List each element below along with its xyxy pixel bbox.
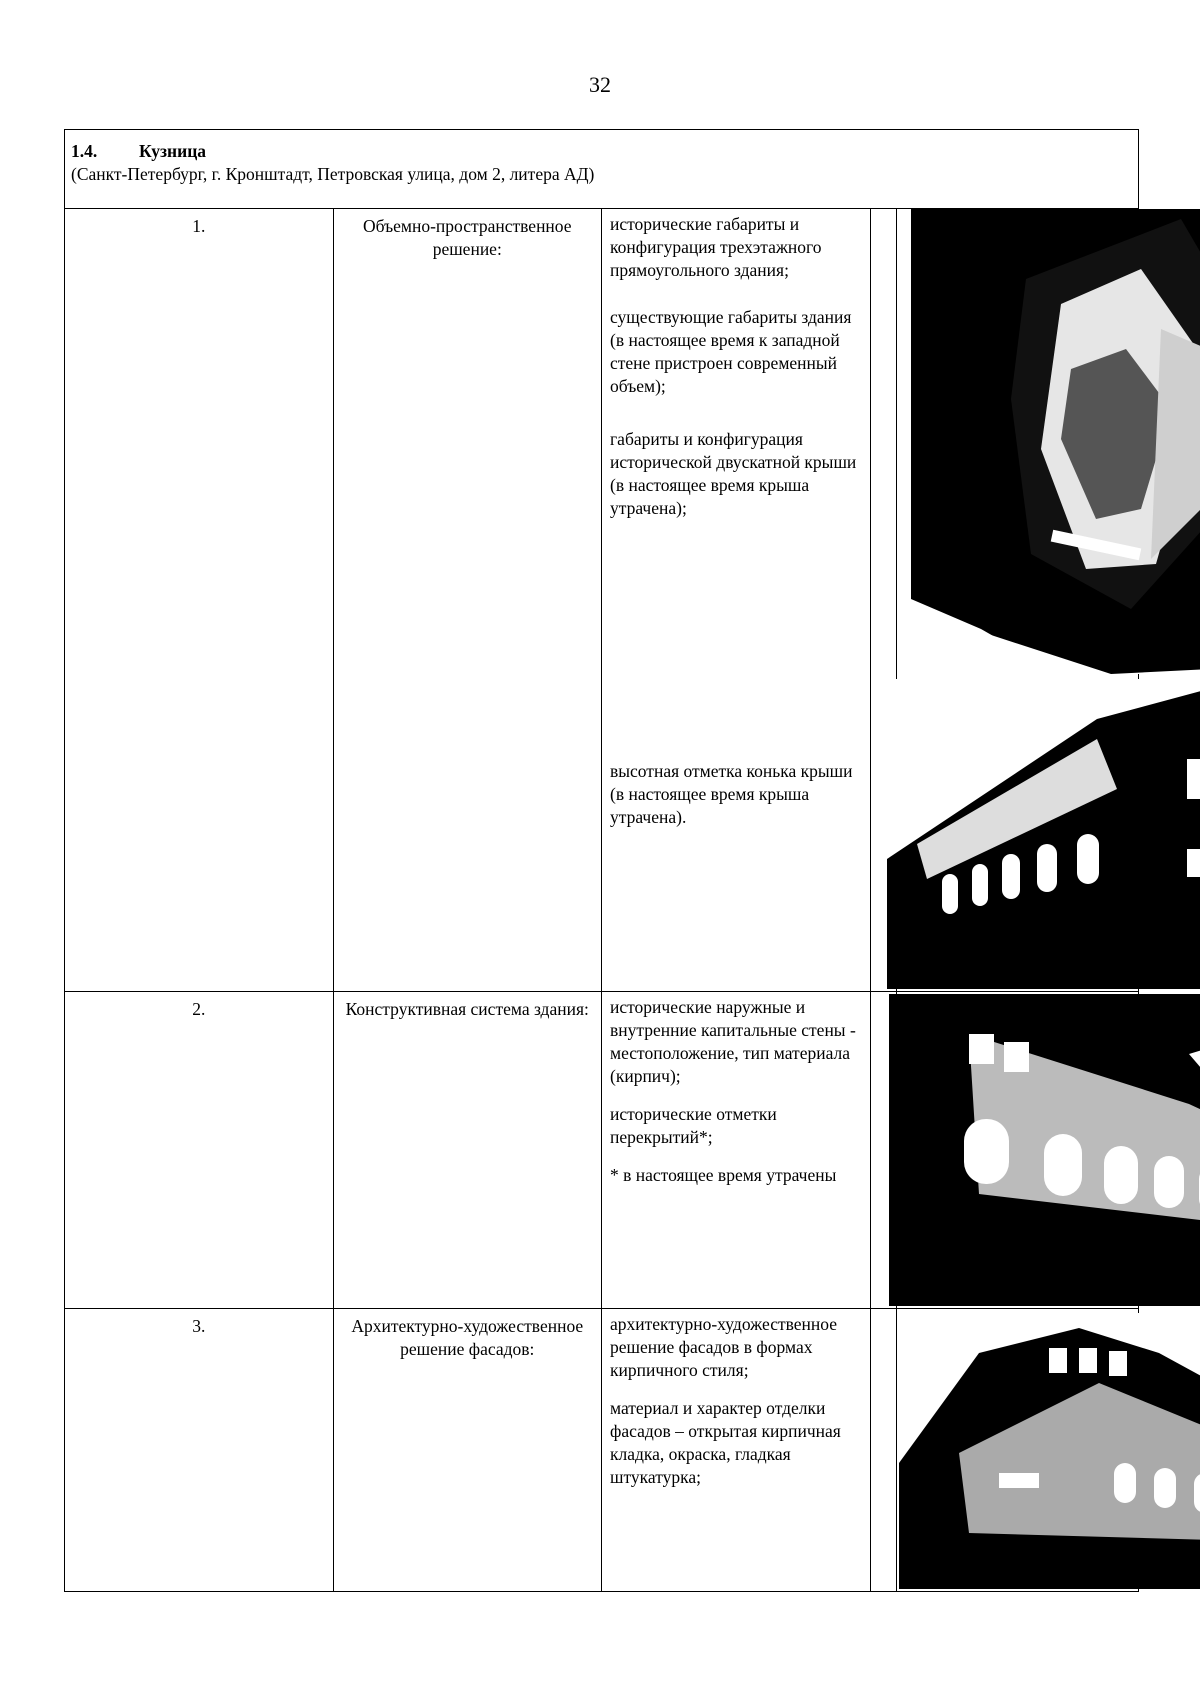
building-facade-photo — [889, 994, 1200, 1306]
section-header-row — [65, 130, 1139, 209]
section-address: (Санкт-Петербург, г. Кронштадт, Петровская улица, дом 2, литера АД) — [71, 164, 595, 184]
row-number: 3. — [192, 1316, 206, 1336]
value-item: исторические габариты и конфигурация трехэтажного прямоугольного здания; — [610, 214, 822, 280]
row-subject: Конструктивная система здания: — [345, 999, 589, 1019]
row-values — [602, 209, 870, 829]
section-header — [65, 130, 1139, 209]
aerial-roof-photo — [911, 209, 1200, 674]
row-number: 1. — [192, 216, 206, 236]
building-facade-photo — [887, 679, 1200, 989]
value-item: материал и характер отделки фасадов – открытая кирпичная кладка, окраска, гладкая штукатурка; — [610, 1398, 841, 1487]
value-item: архитектурно-художественное решение фасадов в формах кирпичного стиля; — [610, 1314, 837, 1380]
row-subject: Объемно-пространственное решение: — [362, 216, 572, 259]
table-row — [65, 209, 1139, 992]
page-number: 32 — [589, 72, 611, 97]
table-row — [65, 992, 1139, 1309]
section-title: Кузница — [139, 141, 207, 161]
row-number: 2. — [192, 999, 206, 1019]
value-item: * в настоящее время утрачены — [610, 1165, 837, 1185]
monument-table — [64, 129, 1139, 1592]
building-facade-photo — [899, 1313, 1200, 1589]
section-number: 1.4. — [71, 141, 98, 161]
value-item: исторические отметки перекрытий*; — [610, 1104, 777, 1147]
value-item: высотная отметка конька крыши (в настоящее время крыша утрачена). — [610, 761, 853, 827]
row-subject: Архитектурно-художественное решение фасадов: — [351, 1316, 584, 1359]
row-values — [602, 992, 870, 1187]
value-item: исторические наружные и внутренние капитальные стены - местоположение, тип материала (кирпич); — [610, 997, 856, 1086]
table-row — [65, 1309, 1139, 1592]
value-item: существующие габариты здания (в настоящее время к западной стене пристроен современный объем); — [610, 307, 852, 396]
value-item: габариты и конфигурация исторической двускатной крыши (в настоящее время крыша утрачена); — [610, 429, 857, 518]
row-values — [602, 1309, 870, 1489]
